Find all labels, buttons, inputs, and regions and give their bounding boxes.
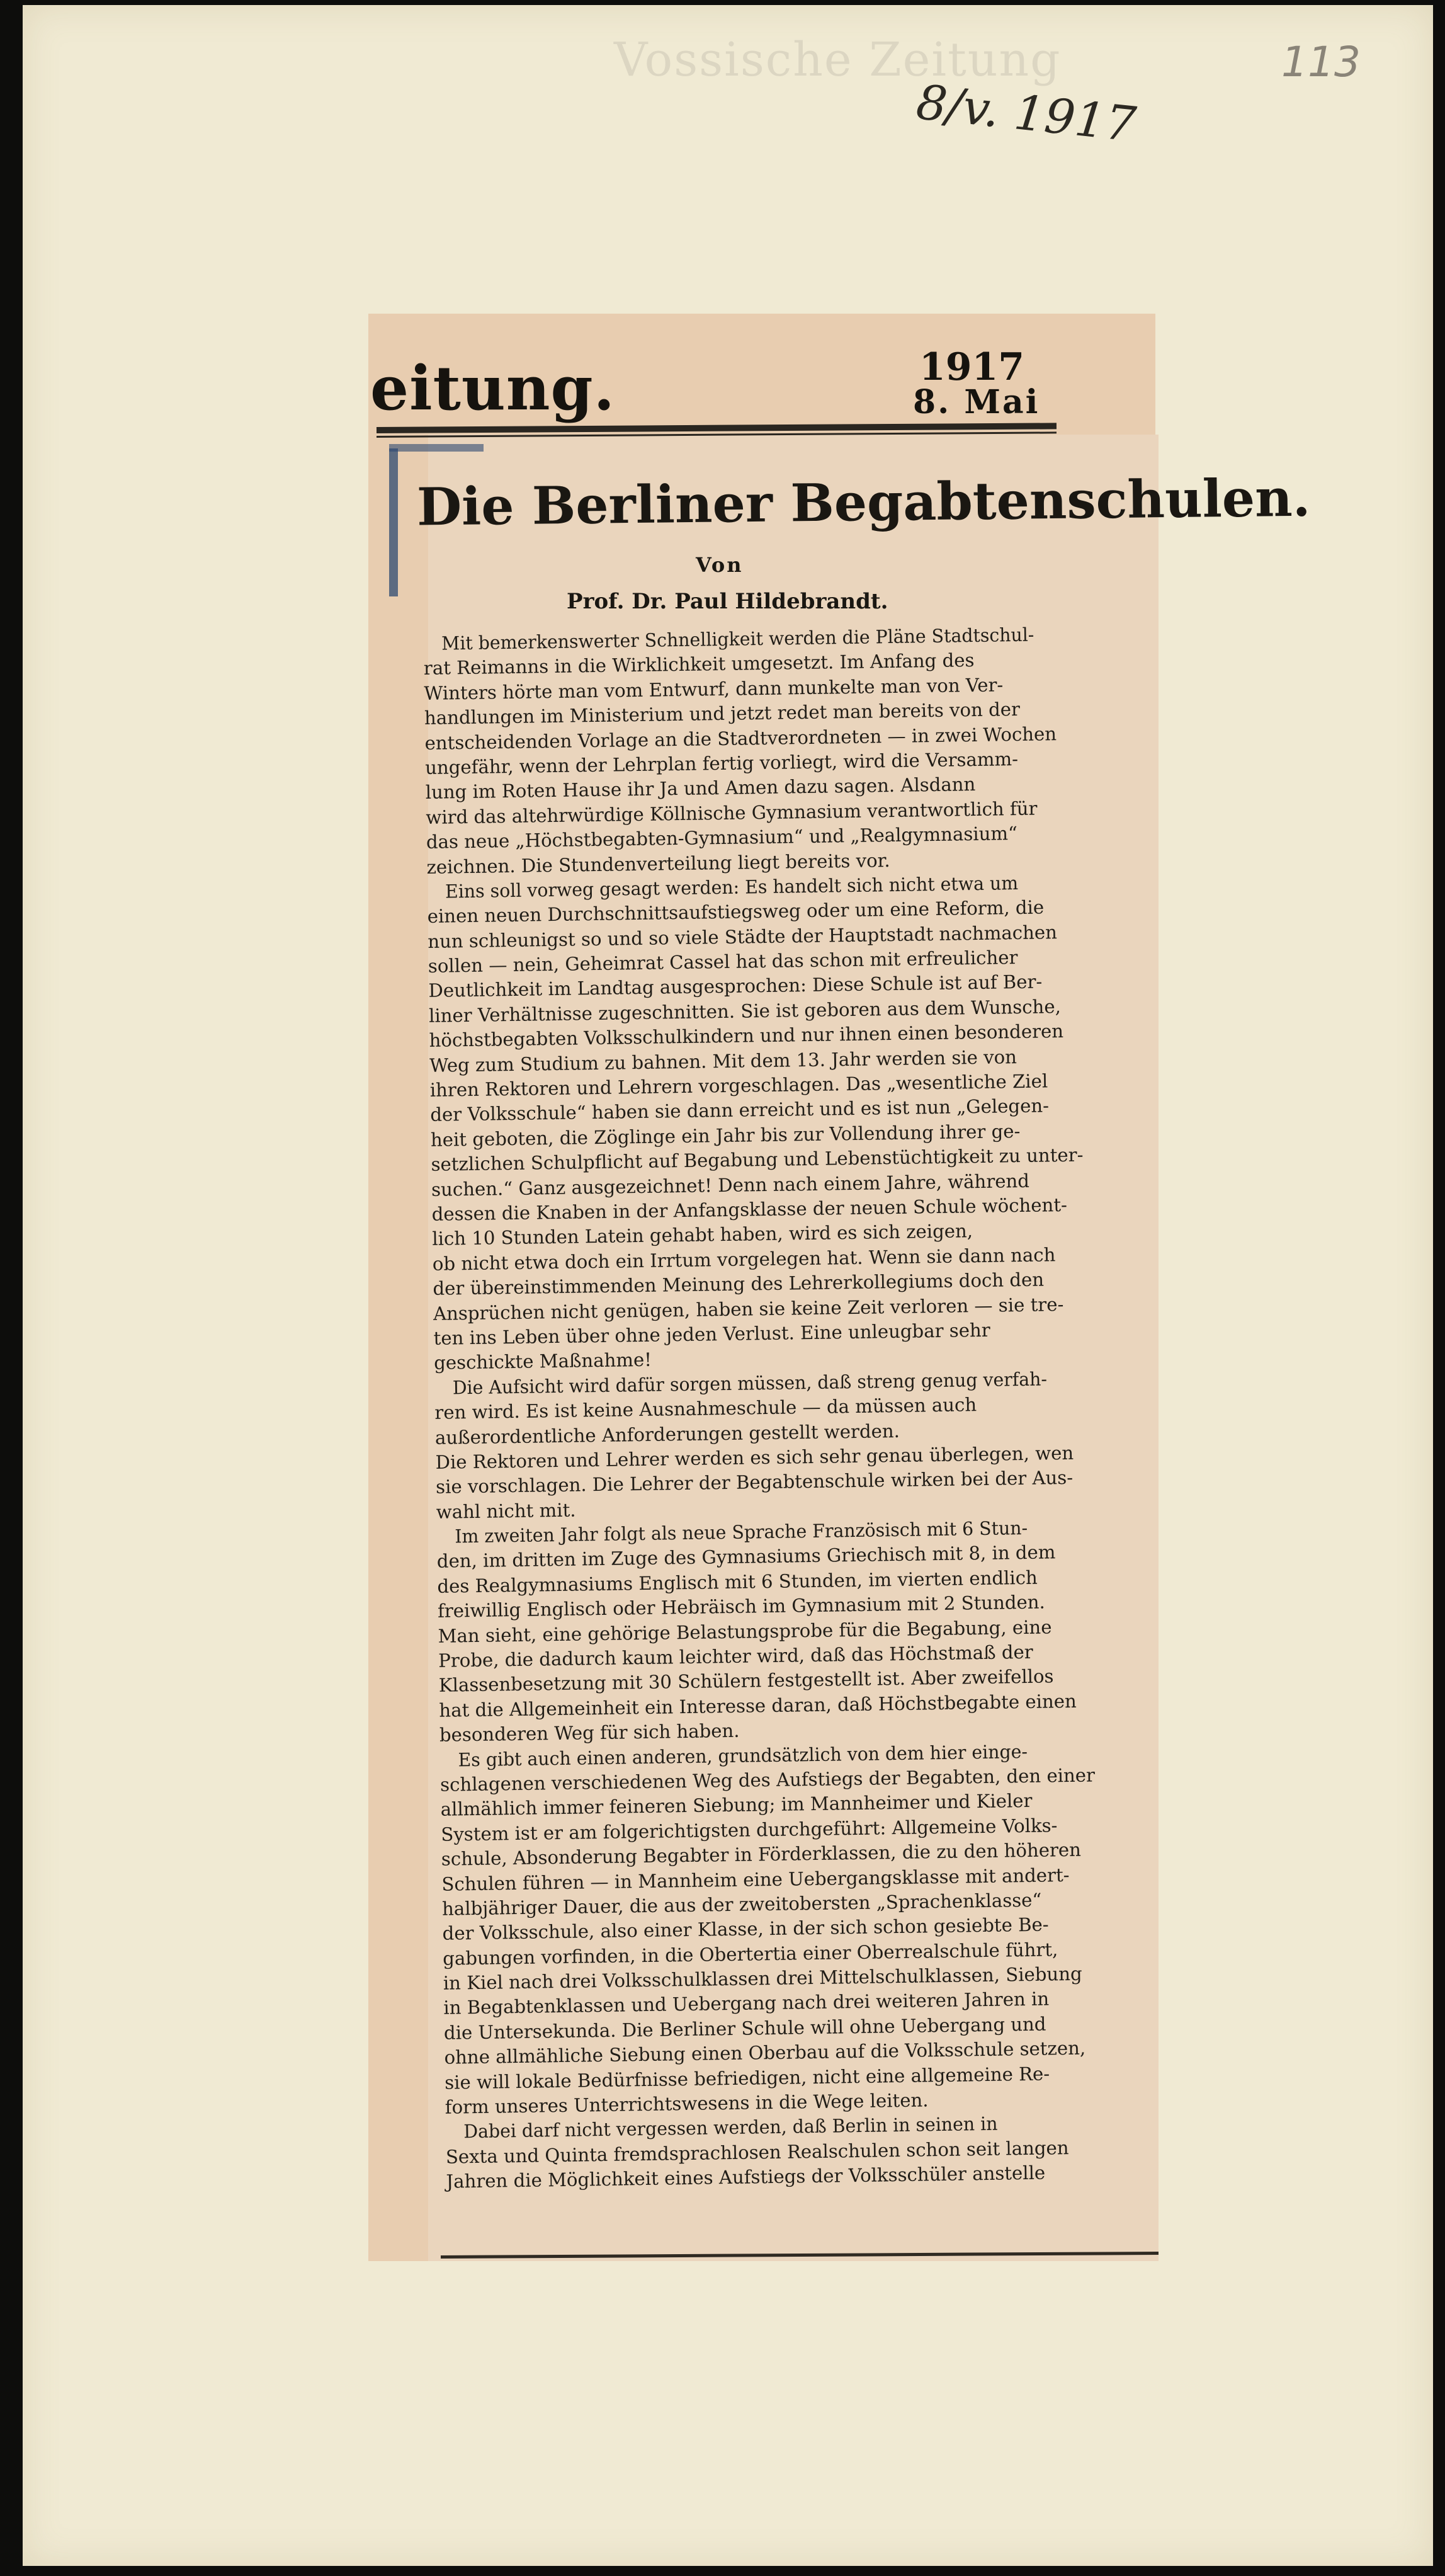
article-line: allmählich immer feineren Siebung; im Mannheimer und Kieler <box>440 1790 1033 1821</box>
article-line: ren wird. Es ist keine Ausnahmeschule — da müssen auch <box>434 1394 977 1423</box>
article-line: setzlichen Schulpflicht auf Begabung und Lebenstüchtigkeit zu unter- <box>431 1144 1084 1176</box>
article-line: Die Rektoren und Lehrer werden es sich sehr genau überlegen, wen <box>435 1442 1074 1473</box>
article-line: Man sieht, eine gehörige Belastungsprobe für die Begabung, eine <box>438 1616 1052 1647</box>
article-line: sollen — nein, Geheimrat Cassel hat das schon mit erfreulicher <box>428 947 1018 977</box>
article-line: entscheidenden Vorlage an die Stadtverordneten — in zwei Wochen <box>424 722 1057 754</box>
article-line: höchstbegabten Volksschulkindern und nur ihnen einen besonderen <box>429 1020 1064 1052</box>
masthead-name-fragment: eitung. <box>370 353 616 424</box>
blue-pencil-mark <box>389 444 484 452</box>
article-line: form unseres Unterrichtswesens in die Wege leiten. <box>445 2089 929 2118</box>
article-line: rat Reimanns in die Wirklichkeit umgesetzt. Im Anfang des <box>423 649 975 680</box>
newspaper-source-stamp: Vossische Zeitung <box>614 33 1062 87</box>
article-line: Eins soll vorweg gesagt werden: Es handelt sich nicht etwa um <box>445 872 1019 903</box>
article-line: Mit bemerkenswerter Schnelligkeit werden die Pläne Stadtschul- <box>441 624 1034 654</box>
article-paragraph <box>427 870 1096 1376</box>
article-line: Dabei darf nicht vergessen werden, daß Berlin in seinen in <box>463 2113 998 2143</box>
article-line: wird das altehrwürdige Köllnische Gymnasium verantwortlich für <box>426 797 1038 828</box>
article-line: sie vorschlagen. Die Lehrer der Begabtenschule wirken bei der Aus- <box>435 1467 1074 1498</box>
article-line: die Untersekunda. Die Berliner Schule will ohne Uebergang und <box>443 2013 1046 2044</box>
article-line: handlungen im Ministerium und jetzt redet man bereits von der <box>424 698 1021 729</box>
article-line: Sexta und Quinta fremdsprachlosen Realschulen schon seit langen <box>445 2136 1069 2168</box>
article-line: Die Aufsicht wird dafür sorgen müssen, daß streng genug verfah- <box>452 1368 1048 1399</box>
article-body <box>423 622 1108 2194</box>
article-line: suchen.“ Ganz ausgezeichnet! Denn nach einem Jahre, während <box>431 1170 1030 1200</box>
masthead-year: 1917 <box>919 345 1024 389</box>
article-line: freiwillig Englisch oder Hebräisch im Gymnasium mit 2 Stunden. <box>437 1591 1046 1622</box>
article-line: schlagenen verschiedenen Weg des Aufstiegs der Begabten, den einer <box>439 1764 1096 1796</box>
article-line: liner Verhältnisse zugeschnitten. Sie ist geboren aus dem Wunsche, <box>428 995 1062 1027</box>
article-line: nun schleunigst so und so viele Städte der Hauptstadt nachmachen <box>428 921 1058 952</box>
article-line: Weg zum Studium zu bahnen. Mit dem 13. Jahr werden sie von <box>429 1046 1017 1076</box>
masthead-date: 8. Mai <box>913 383 1040 421</box>
article-line: Winters hörte man vom Entwurf, dann munkelte man von Ver- <box>424 674 1004 704</box>
article-line: zeichnen. Die Stundenverteilung liegt bereits vor. <box>426 849 890 878</box>
byline-prefix: Von <box>696 553 744 577</box>
article-line: lung im Roten Hause ihr Ja und Amen dazu sagen. Alsdann <box>425 773 976 804</box>
article-line: Klassenbesetzung mit 30 Schülern festgestellt ist. Aber zweifellos <box>438 1665 1054 1697</box>
article-line: schule, Absonderung Begabter in Förderklassen, die zu den höheren <box>441 1838 1082 1870</box>
article-line: Deutlichkeit im Landtag ausgesprochen: Diese Schule ist auf Ber- <box>428 971 1043 1002</box>
article-line: ohne allmähliche Siebung einen Oberbau auf die Volksschule setzen, <box>444 2037 1086 2069</box>
article-line: den, im dritten im Zuge des Gymnasiums Griechisch mit 8, in dem <box>436 1541 1056 1573</box>
article-line: wahl nicht mit. <box>436 1499 576 1523</box>
article-line: sie will lokale Bedürfnisse befriedigen, nicht eine allgemeine Re- <box>444 2063 1050 2094</box>
article-line: Im zweiten Jahr folgt als neue Sprache Französisch mit 6 Stun- <box>455 1517 1028 1547</box>
article-line: der übereinstimmenden Meinung des Lehrerkollegiums doch den <box>433 1268 1045 1300</box>
article-line: ihren Rektoren und Lehrern vorgeschlagen. Das „wesentliche Ziel <box>429 1070 1048 1101</box>
article-line: Jahren die Möglichkeit eines Aufstiegs der Volksschüler anstelle <box>446 2162 1046 2192</box>
archive-page-number: 113 <box>1281 38 1361 86</box>
article-line: besonderen Weg für sich haben. <box>439 1719 740 1746</box>
article-line: das neue „Höchstbegabten-Gymnasium“ und „Realgymnasium“ <box>426 823 1018 853</box>
article-line: in Begabtenklassen und Uebergang nach drei weiteren Jahren in <box>443 1988 1050 2019</box>
article-paragraph <box>436 1515 1101 1748</box>
article-title: Die Berliner Begabtenschulen. <box>416 467 1311 538</box>
article-line: ungefähr, wenn der Lehrplan fertig vorliegt, wird die Versamm- <box>424 748 1019 778</box>
article-line: Es gibt auch einen anderen, grundsätzlich von dem hier einge- <box>458 1740 1028 1770</box>
article-line: lich 10 Stunden Latein gehabt haben, wird es sich zeigen, <box>432 1220 973 1250</box>
article-line: gabungen vorfinden, in die Obertertia einer Oberrealschule führt, <box>443 1938 1058 1969</box>
article-paragraph <box>423 622 1088 879</box>
article-line: Ansprüchen nicht genügen, haben sie keine Zeit verloren — sie tre- <box>433 1293 1064 1325</box>
article-line: heit geboten, die Zöglinge ein Jahr bis zur Vollendung ihrer ge- <box>430 1120 1021 1151</box>
article-line: des Realgymnasiums Englisch mit 6 Stunden, im vierten endlich <box>437 1566 1038 1597</box>
article-author: Prof. Dr. Paul Hildebrandt. <box>567 589 888 614</box>
article-line: der Volksschule“ haben sie dann erreicht und es ist nun „Gelegen- <box>430 1095 1050 1126</box>
article-line: außerordentliche Anforderungen gestellt werden. <box>434 1420 900 1449</box>
article-line: halbjähriger Dauer, die aus der zweitobersten „Sprachenklasse“ <box>441 1889 1042 1920</box>
article-paragraph <box>445 2111 1108 2195</box>
article-line: ten ins Leben über ohne jeden Verlust. Eine unleugbar sehr <box>433 1319 990 1349</box>
article-line: der Volksschule, also einer Klasse, in der sich schon gesiebte Be- <box>442 1913 1049 1945</box>
article-paragraph <box>434 1366 1097 1525</box>
article-line: ob nicht etwa doch ein Irrtum vorgelegen hat. Wenn sie dann nach <box>432 1243 1056 1275</box>
article-line: dessen die Knaben in der Anfangsklasse der neuen Schule wöchent- <box>431 1194 1068 1225</box>
article-line: Schulen führen — in Mannheim eine Uebergangsklasse mit andert- <box>441 1864 1070 1895</box>
blue-pencil-mark-vertical <box>389 448 398 596</box>
article-line: in Kiel nach drei Volksschulklassen drei Mittelschulklassen, Siebung <box>443 1963 1082 1994</box>
article-line: hat die Allgemeinheit ein Interesse daran, daß Höchstbegabte einen <box>439 1690 1077 1721</box>
article-line: geschickte Maßnahme! <box>433 1349 652 1374</box>
article-paragraph <box>439 1738 1106 2120</box>
handwritten-date: 8/v. 1917 <box>914 73 1139 153</box>
article-line: System ist er am folgerichtigsten durchgeführt: Allgemeine Volks- <box>441 1815 1058 1845</box>
article-line: einen neuen Durchschnittsaufstiegsweg oder um eine Reform, die <box>427 896 1045 928</box>
article-line: Probe, die dadurch kaum leichter wird, daß das Höchstmaß der <box>438 1641 1033 1672</box>
